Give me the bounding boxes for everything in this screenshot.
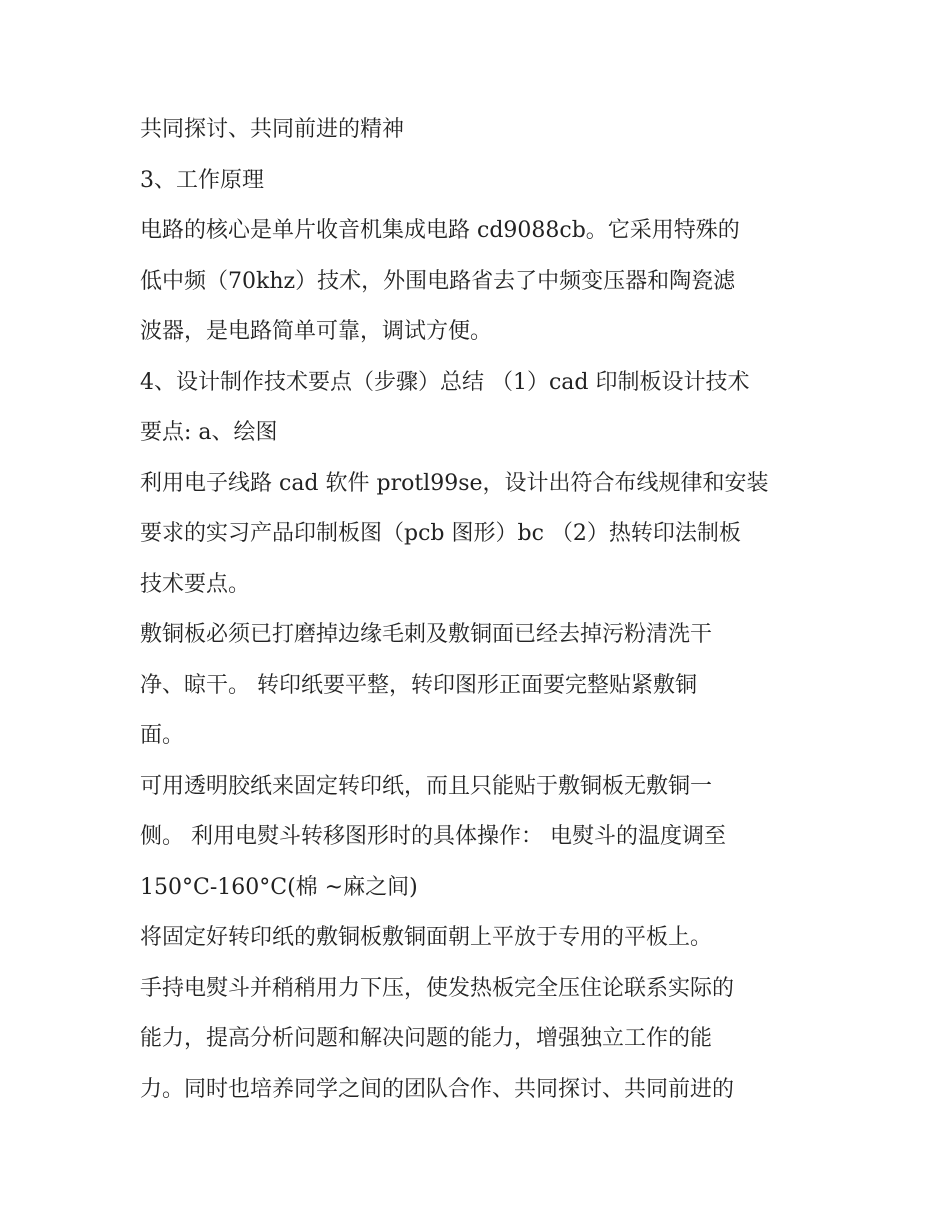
text-line-3: 电路的核心是单片收音机集成电路 cd9088cb。它采用特殊的 xyxy=(140,218,740,243)
text-line-20: 力。同时也培养同学之间的团队合作、共同探讨、共同前进的 xyxy=(140,1076,735,1102)
text-line-10: 技术要点。 xyxy=(140,571,251,597)
text-line-15: 侧。 利用电熨斗转移图形时的具体操作： 电熨斗的温度调至 xyxy=(140,824,726,849)
text-line-4: 低中频（70khz）技术，外围电路省去了中频变压器和陶瓷滤 xyxy=(140,268,736,294)
text-line-11: 敷铜板必须已打磨掉边缘毛刺及敷铜面已经去掉污粉清洗干 xyxy=(140,622,713,647)
text-line-12: 净、晾干。 转印纸要平整，转印图形正面要完整贴紧敷铜 xyxy=(140,672,697,698)
text-line-9: 要求的实习产品印制板图（pcb 图形）bc （2）热转印法制板 xyxy=(140,521,741,546)
section-heading-4: 4、设计制作技术要点（步骤）总结 （1）cad 印制板设计技术 xyxy=(140,369,750,395)
text-line-8: 利用电子线路 cad 软件 protl99se，设计出符合布线规律和安装 xyxy=(140,470,769,496)
text-line-16: 150°C-160°C(棉 ~麻之间) xyxy=(140,874,418,900)
document-body xyxy=(140,109,820,1119)
text-line-5: 波器，是电路简单可靠，调试方便。 xyxy=(140,319,493,344)
text-line-19: 能力，提高分析问题和解决问题的能力，增强独立工作的能 xyxy=(140,1026,713,1051)
text-line-1: 共同探讨、共同前进的精神 xyxy=(140,117,405,142)
text-line-13: 面。 xyxy=(140,723,185,748)
text-line-7: 要点: a、绘图 xyxy=(140,420,278,445)
section-heading-3: 3、工作原理 xyxy=(140,167,264,193)
text-line-14: 可用透明胶纸来固定转印纸，而且只能贴于敷铜板无敷铜一 xyxy=(140,773,713,799)
text-line-17: 将固定好转印纸的敷铜板敷铜面朝上平放于专用的平板上。 xyxy=(140,925,713,950)
text-line-18: 手持电熨斗并稍稍用力下压，使发热板完全压住论联系实际的 xyxy=(140,975,735,1001)
